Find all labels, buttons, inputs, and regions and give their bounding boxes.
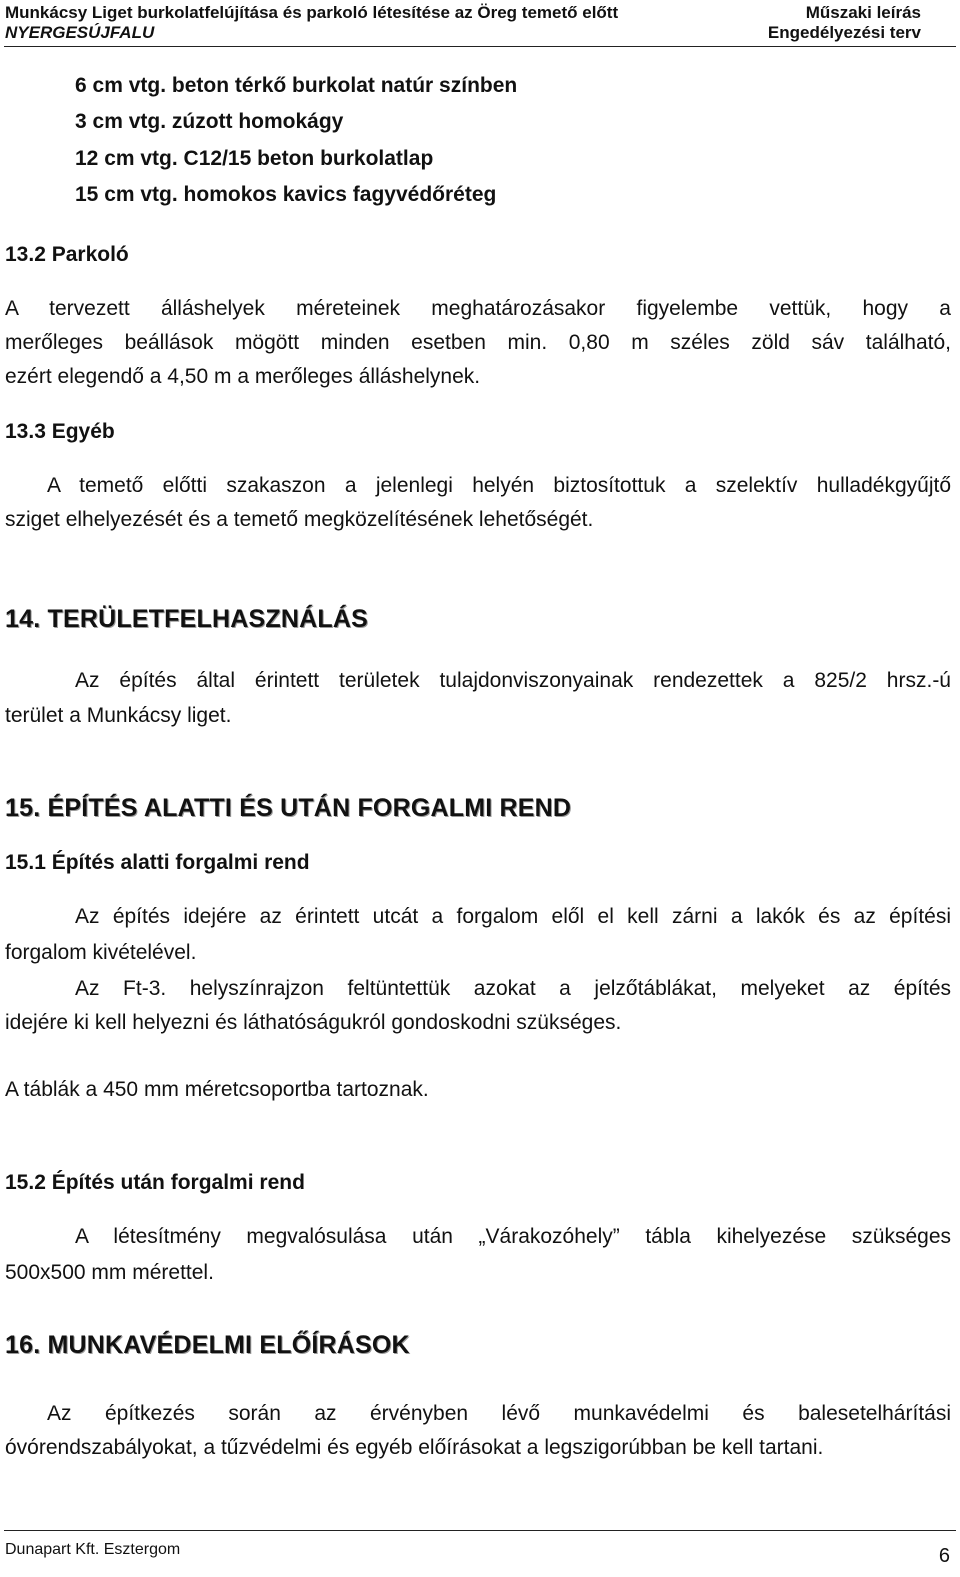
section-15-1-line: idejére ki kell helyezni és láthatóságukról gondoskodni szükséges. <box>5 1011 622 1034</box>
layer-item: 15 cm vtg. homokos kavics fagyvédőréteg <box>75 183 497 206</box>
section-13-2-line: ezért elegendő a 4,50 m a merőleges álláshelynek. <box>5 365 481 388</box>
header-rule <box>4 46 956 47</box>
layer-item: 12 cm vtg. C12/15 beton burkolatlap <box>75 147 434 170</box>
section-15-1-heading: 15.1 Építés alatti forgalmi rend <box>5 851 310 874</box>
section-15-1-line: A táblák a 450 mm méretcsoportba tartoznak. <box>5 1078 429 1101</box>
section-15-1-line: forgalom kivételével. <box>5 941 197 964</box>
header-subtitle: NYERGESÚJFALU <box>5 23 155 42</box>
section-15-1-line: Az építés idejére az érintett utcát a forgalom elől el kell zárni a lakók és az építési <box>75 905 951 928</box>
header-doc-type: Műszaki leírás <box>805 3 921 22</box>
section-15-2-line: A létesítmény megvalósulása után „Várakozóhely” tábla kihelyezése szükséges <box>75 1225 951 1248</box>
section-13-3-line: sziget elhelyezését és a temető megközelítésének lehetőségét. <box>5 508 594 531</box>
section-15-2-line: 500x500 mm mérettel. <box>5 1261 214 1284</box>
section-16-line: óvórendszabályokat, a tűzvédelmi és egyéb előírásokat a legszigorúbban be kell tartani. <box>5 1436 824 1459</box>
section-13-2-line: merőleges beállások mögött minden esetben min. 0,80 m széles zöld sáv található, <box>5 331 951 354</box>
section-13-2-heading: 13.2 Parkoló <box>5 243 129 266</box>
layer-item: 3 cm vtg. zúzott homokágy <box>75 110 344 133</box>
section-14-line: terület a Munkácsy liget. <box>5 704 232 727</box>
header-doc-phase: Engedélyezési terv <box>767 23 921 42</box>
section-13-3-heading: 13.3 Egyéb <box>5 420 115 443</box>
section-15-1-line: Az Ft-3. helyszínrajzon feltüntettük azokat a jelzőtáblákat, melyeket az építés <box>75 977 951 1000</box>
section-14-line: Az építés által érintett területek tulajdonviszonyainak rendezettek a 825/2 hrsz.-ú <box>75 669 951 692</box>
footer-rule <box>4 1530 956 1531</box>
section-15-2-heading: 15.2 Építés után forgalmi rend <box>5 1171 305 1194</box>
section-15-heading: 15. ÉPÍTÉS ALATTI ÉS UTÁN FORGALMI REND <box>5 794 572 822</box>
layer-item: 6 cm vtg. beton térkő burkolat natúr színben <box>75 74 518 97</box>
section-14-heading: 14. TERÜLETFELHASZNÁLÁS <box>5 605 368 633</box>
section-13-2-line: A tervezett álláshelyek méreteinek meghatározásakor figyelembe vettük, hogy a <box>5 297 951 320</box>
page-number: 6 <box>938 1545 950 1567</box>
section-16-line: Az építkezés során az érvényben lévő munkavédelmi és balesetelhárítási <box>47 1402 951 1425</box>
section-16-heading: 16. MUNKAVÉDELMI ELŐÍRÁSOK <box>5 1331 410 1359</box>
footer-company: Dunapart Kft. Esztergom <box>5 1541 181 1558</box>
section-13-3-line: A temető előtti szakaszon a jelenlegi helyén biztosítottuk a szelektív hulladékgyűjtő <box>47 474 951 497</box>
header-title: Munkácsy Liget burkolatfelújítása és parkoló létesítése az Öreg temető előtt <box>5 3 619 22</box>
